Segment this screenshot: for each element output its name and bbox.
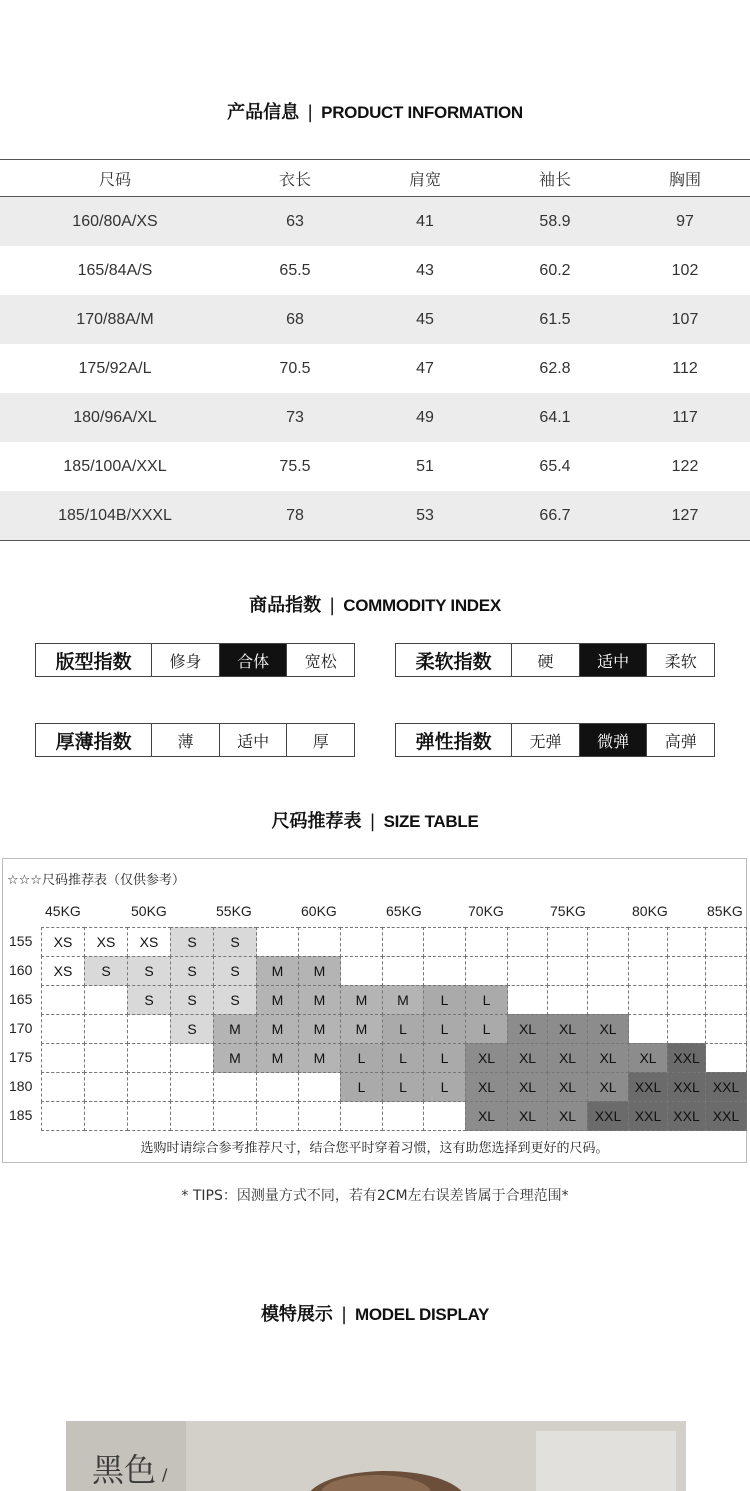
size-cell xyxy=(587,927,629,957)
cell-length: 75.5 xyxy=(279,457,311,475)
tips-text: * TIPS：因测量方式不同，若有2CM左右误差皆属于合理范围* xyxy=(181,1188,569,1204)
cell-shoulder: 43 xyxy=(416,261,434,279)
size-cell: M xyxy=(340,985,383,1015)
cell-sleeve: 61.5 xyxy=(539,310,571,328)
size-cell xyxy=(465,927,508,957)
table-row xyxy=(0,344,750,393)
size-cell xyxy=(127,1072,171,1102)
title-sep: | xyxy=(369,811,376,832)
size-cell xyxy=(547,927,588,957)
size-cell xyxy=(547,985,588,1015)
height-label: 185 xyxy=(9,1107,33,1123)
size-cell: S xyxy=(213,956,257,986)
size-cell: XXL xyxy=(667,1043,706,1073)
size-cell: XL xyxy=(465,1043,508,1073)
cell-shoulder: 53 xyxy=(416,506,434,524)
model-display-title xyxy=(0,1300,750,1326)
size-cell xyxy=(340,956,383,986)
cell-sleeve: 62.8 xyxy=(539,359,571,377)
size-cell: XL xyxy=(587,1043,629,1073)
table-row xyxy=(0,295,750,344)
cell-length: 73 xyxy=(286,408,304,426)
title-en: MODEL DISPLAY xyxy=(355,1305,490,1324)
cell-chest: 127 xyxy=(671,506,699,524)
index-thickness-name: 厚薄指数 xyxy=(36,724,152,756)
cell-size: 170/88A/M xyxy=(76,310,154,328)
size-cell: M xyxy=(256,1014,299,1044)
size-cell: XL xyxy=(547,1014,588,1044)
size-cell: L xyxy=(340,1072,383,1102)
size-cell xyxy=(667,985,706,1015)
title-en: PRODUCT INFORMATION xyxy=(321,103,523,122)
title-cn: 产品信息 xyxy=(227,102,300,123)
size-cell: L xyxy=(423,985,466,1015)
size-cell xyxy=(127,1014,171,1044)
cell-chest: 97 xyxy=(676,212,694,230)
size-recommendation-table xyxy=(2,858,747,1163)
weight-label: 50KG xyxy=(131,903,167,919)
title-cn: 商品指数 xyxy=(249,595,322,616)
size-cell: L xyxy=(423,1043,466,1073)
cell-size: 165/84A/S xyxy=(77,261,153,279)
size-cell: XL xyxy=(507,1043,548,1073)
index-elasticity xyxy=(395,723,715,757)
index-elasticity-name: 弹性指数 xyxy=(396,724,512,756)
size-cell xyxy=(705,927,747,957)
size-cell xyxy=(423,927,466,957)
cell-length: 65.5 xyxy=(279,261,311,279)
size-table-title xyxy=(0,807,750,833)
size-cell xyxy=(84,985,128,1015)
header-shoulder: 肩宽 xyxy=(408,169,441,189)
size-cell: XXL xyxy=(705,1101,747,1131)
cell-sleeve: 66.7 xyxy=(539,506,571,524)
cell-chest: 117 xyxy=(672,408,698,426)
size-cell: XL xyxy=(507,1014,548,1044)
size-cell: M xyxy=(256,985,299,1015)
size-cell: XL xyxy=(587,1072,629,1102)
size-cell: L xyxy=(382,1014,424,1044)
index-option: 宽松 xyxy=(304,651,337,671)
cell-chest: 107 xyxy=(671,310,699,328)
size-cell: XL xyxy=(547,1101,588,1131)
cell-length: 78 xyxy=(286,506,304,524)
index-fit xyxy=(35,643,355,677)
size-cell xyxy=(256,1072,299,1102)
size-cell: S xyxy=(127,985,171,1015)
size-cell xyxy=(547,956,588,986)
size-cell: M xyxy=(213,1014,257,1044)
size-cell: XS xyxy=(41,927,85,957)
table-header-row xyxy=(0,160,750,197)
table-row xyxy=(0,246,750,295)
size-cell: XS xyxy=(127,927,171,957)
size-cell xyxy=(507,985,548,1015)
size-cell: S xyxy=(127,956,171,986)
product-info-title xyxy=(0,98,750,124)
size-cell: XXL xyxy=(628,1101,668,1131)
size-cell xyxy=(41,1072,85,1102)
index-softness-name: 柔软指数 xyxy=(396,644,512,676)
index-option: 柔软 xyxy=(664,651,697,671)
size-cell: L xyxy=(423,1014,466,1044)
cell-chest: 122 xyxy=(671,457,699,475)
size-cell xyxy=(587,985,629,1015)
model-photo-art xyxy=(66,1421,686,1491)
index-option-selected: 适中 xyxy=(580,644,648,676)
weight-label: 70KG xyxy=(468,903,504,919)
size-cell: S xyxy=(84,956,128,986)
cell-length: 63 xyxy=(286,212,304,230)
weight-label: 75KG xyxy=(550,903,586,919)
weight-label: 80KG xyxy=(632,903,668,919)
size-cell xyxy=(84,1072,128,1102)
height-label: 175 xyxy=(9,1049,33,1065)
size-cell: XL xyxy=(465,1101,508,1131)
size-cell xyxy=(84,1101,128,1131)
size-cell xyxy=(84,1014,128,1044)
size-cell: L xyxy=(382,1072,424,1102)
cell-size: 175/92A/L xyxy=(78,359,152,377)
size-cell xyxy=(382,1101,424,1131)
color-label: 黑色 xyxy=(92,1451,157,1489)
size-cell: S xyxy=(170,927,214,957)
size-cell: M xyxy=(382,985,424,1015)
table-row xyxy=(0,491,750,540)
size-cell: M xyxy=(256,1043,299,1073)
size-table-caption: ☆☆☆尺码推荐表（仅供参考） xyxy=(7,873,185,888)
cell-size: 160/80A/XS xyxy=(72,212,158,230)
cell-sleeve: 64.1 xyxy=(539,408,571,426)
size-cell: XS xyxy=(41,956,85,986)
size-cell: M xyxy=(298,985,341,1015)
size-cell: XXL xyxy=(628,1072,668,1102)
size-cell: M xyxy=(340,1014,383,1044)
size-cell xyxy=(667,1014,706,1044)
height-label: 160 xyxy=(9,962,33,978)
table-row xyxy=(0,442,750,491)
size-cell xyxy=(382,956,424,986)
size-cell: S xyxy=(170,1014,214,1044)
index-option: 厚 xyxy=(312,731,329,751)
size-cell: L xyxy=(382,1043,424,1073)
index-option: 适中 xyxy=(220,724,288,756)
table-row xyxy=(0,393,750,442)
weight-label: 45KG xyxy=(45,903,81,919)
size-cell: XL xyxy=(507,1101,548,1131)
size-cell xyxy=(423,956,466,986)
size-cell: S xyxy=(170,956,214,986)
cell-chest: 112 xyxy=(672,359,698,377)
cell-shoulder: 49 xyxy=(416,408,434,426)
size-cell: L xyxy=(465,985,508,1015)
title-cn: 尺码推荐表 xyxy=(271,811,362,832)
cell-sleeve: 60.2 xyxy=(539,261,571,279)
size-cell xyxy=(213,1101,257,1131)
size-cell: S xyxy=(213,985,257,1015)
size-cell xyxy=(127,1043,171,1073)
index-option: 修身 xyxy=(152,644,220,676)
cell-chest: 102 xyxy=(671,261,699,279)
size-cell: M xyxy=(298,1014,341,1044)
height-label: 170 xyxy=(9,1020,33,1036)
size-cell xyxy=(705,1043,747,1073)
size-cell: XL xyxy=(587,1014,629,1044)
size-cell: M xyxy=(213,1043,257,1073)
size-cell xyxy=(340,927,383,957)
size-cell xyxy=(298,1101,341,1131)
size-cell xyxy=(587,956,629,986)
size-cell: XL xyxy=(465,1072,508,1102)
size-cell xyxy=(41,985,85,1015)
title-sep: | xyxy=(340,1304,348,1325)
size-cell xyxy=(507,927,548,957)
size-cell: L xyxy=(423,1072,466,1102)
cell-length: 68 xyxy=(286,310,304,328)
size-cell xyxy=(667,927,706,957)
size-cell xyxy=(41,1101,85,1131)
title-cn: 模特展示 xyxy=(260,1304,333,1325)
header-size: 尺码 xyxy=(98,169,131,189)
index-option: 硬 xyxy=(512,644,580,676)
size-cell xyxy=(256,927,299,957)
size-cell xyxy=(705,956,747,986)
weight-label: 65KG xyxy=(386,903,422,919)
cell-size: 185/104B/XXXL xyxy=(58,506,172,524)
height-label: 155 xyxy=(9,933,33,949)
model-photo xyxy=(66,1421,686,1491)
title-en: SIZE TABLE xyxy=(383,812,479,831)
size-cell: L xyxy=(340,1043,383,1073)
size-table-note: 选购时请综合参考推荐尺寸，结合您平时穿着习惯，这有助您选择到更好的尺码。 xyxy=(140,1141,609,1156)
size-cell xyxy=(84,1043,128,1073)
size-cell: XXL xyxy=(587,1101,629,1131)
size-cell xyxy=(170,1072,214,1102)
size-cell xyxy=(382,927,424,957)
header-sleeve: 袖长 xyxy=(538,169,571,189)
size-cell: L xyxy=(465,1014,508,1044)
size-cell: XL xyxy=(628,1043,668,1073)
size-cell xyxy=(705,1014,747,1044)
size-cell xyxy=(127,1101,171,1131)
index-option-selected: 合体 xyxy=(220,644,288,676)
cell-length: 70.5 xyxy=(279,359,311,377)
weight-label: 60KG xyxy=(301,903,337,919)
size-cell xyxy=(628,985,668,1015)
table-row xyxy=(0,197,750,246)
size-cell xyxy=(298,1072,341,1102)
product-size-table xyxy=(0,159,750,541)
index-option: 高弹 xyxy=(664,731,697,751)
size-cell xyxy=(256,1101,299,1131)
title-sep: | xyxy=(329,595,336,616)
title-sep: | xyxy=(307,102,314,123)
cell-shoulder: 47 xyxy=(416,359,434,377)
size-cell: M xyxy=(298,956,341,986)
size-cell: XS xyxy=(84,927,128,957)
header-length: 衣长 xyxy=(278,169,311,189)
index-softness xyxy=(395,643,715,677)
color-label-slash: / xyxy=(162,1465,168,1484)
cell-sleeve: 58.9 xyxy=(539,212,571,230)
size-cell xyxy=(213,1072,257,1102)
size-cell: XL xyxy=(547,1043,588,1073)
size-cell xyxy=(705,985,747,1015)
size-cell xyxy=(340,1101,383,1131)
commodity-index-title xyxy=(0,591,750,617)
size-cell xyxy=(170,1101,214,1131)
size-cell: XL xyxy=(507,1072,548,1102)
size-cell xyxy=(667,956,706,986)
size-cell: XXL xyxy=(667,1072,706,1102)
weight-label: 85KG xyxy=(707,903,743,919)
size-cell: S xyxy=(213,927,257,957)
size-cell: XXL xyxy=(705,1072,747,1102)
size-cell xyxy=(41,1043,85,1073)
cell-shoulder: 41 xyxy=(416,212,434,230)
size-cell: M xyxy=(298,1043,341,1073)
size-cell xyxy=(507,956,548,986)
size-cell xyxy=(628,1014,668,1044)
size-cell xyxy=(628,927,668,957)
cell-sleeve: 65.4 xyxy=(539,457,571,475)
size-cell xyxy=(170,1043,214,1073)
cell-size: 180/96A/XL xyxy=(73,408,157,426)
cell-shoulder: 51 xyxy=(416,457,434,475)
index-option-selected: 微弹 xyxy=(580,724,648,756)
size-cell: S xyxy=(170,985,214,1015)
index-option: 无弹 xyxy=(512,724,580,756)
size-cell xyxy=(41,1014,85,1044)
size-cell: XL xyxy=(547,1072,588,1102)
size-cell: M xyxy=(256,956,299,986)
size-cell xyxy=(298,927,341,957)
index-thickness xyxy=(35,723,355,757)
size-cell xyxy=(423,1101,466,1131)
cell-shoulder: 45 xyxy=(416,310,434,328)
size-cell xyxy=(465,956,508,986)
size-cell xyxy=(628,956,668,986)
cell-size: 185/100A/XXL xyxy=(63,457,167,475)
weight-label: 55KG xyxy=(216,903,252,919)
size-cell: XXL xyxy=(667,1101,706,1131)
header-chest: 胸围 xyxy=(668,169,701,189)
height-label: 165 xyxy=(9,991,33,1007)
index-fit-name: 版型指数 xyxy=(36,644,152,676)
height-label: 180 xyxy=(9,1078,33,1094)
title-en: COMMODITY INDEX xyxy=(343,596,501,615)
index-option: 薄 xyxy=(152,724,220,756)
